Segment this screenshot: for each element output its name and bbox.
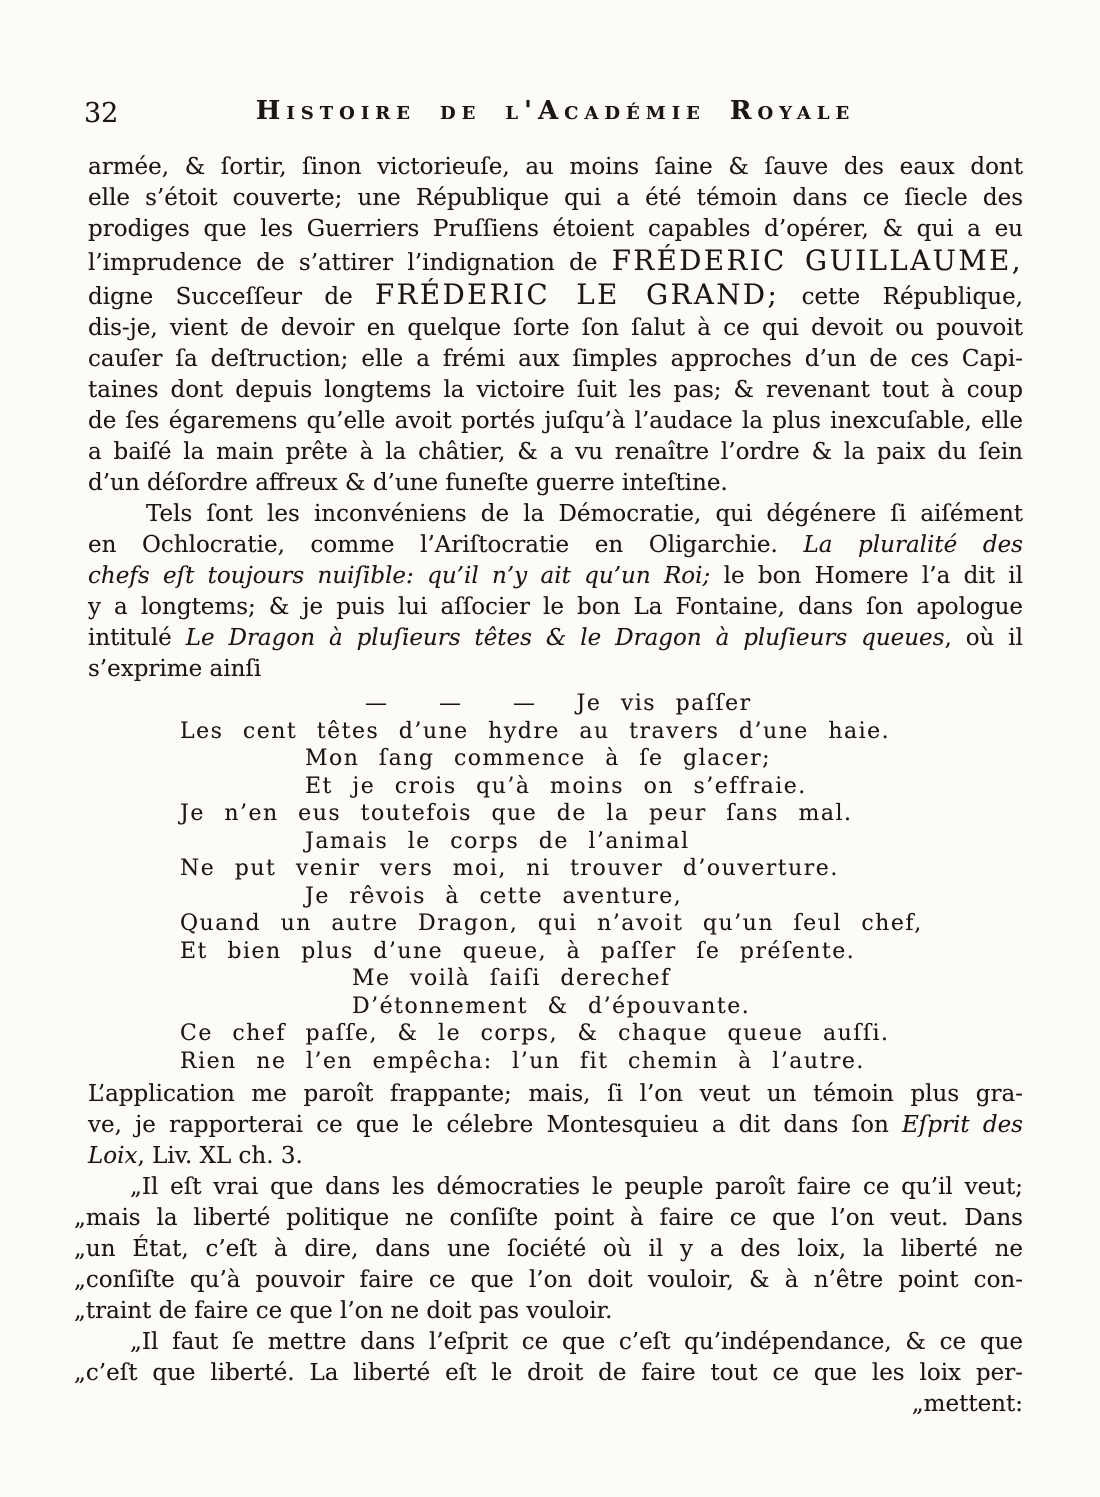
text-line [88, 468, 1023, 499]
text-segment: „Il eſt vrai que dans les démocraties le peuple paroît faire ce qu’il veut; [130, 1174, 1023, 1200]
text-segment: Rien ne l’en empêcha: l’un fit chemin à l’autre. [180, 1048, 865, 1074]
text-segment: armée, & ſortir, ſinon victorieuſe, au moins ſaine & ſauve des eaux dont [88, 154, 1023, 180]
text-line [88, 152, 1023, 183]
text-line [88, 313, 1023, 344]
text-line [88, 375, 1023, 406]
text-segment: l’imprudence de s’attirer l’indignation de [88, 250, 612, 276]
text-line [180, 910, 1023, 938]
text-line [88, 1327, 1023, 1358]
text-line [88, 406, 1023, 437]
text-line [88, 214, 1023, 245]
text-segment: Et je crois qu’à moins on s’effraie. [305, 773, 807, 799]
text-segment: de ſes égaremens qu’elle avoit portés juſqu’à l’audace la plus inexcuſable, elle [88, 408, 1023, 434]
italic-text: chefs eſt toujours nuiſible: qu’il n’y ait qu’un Roi; [88, 563, 711, 589]
text-line [88, 592, 1023, 623]
text-segment: en Ochlocratie, comme l’Ariſtocratie en Oligarchie. [88, 532, 804, 558]
text-segment: le bon Homere l’a dit il [710, 563, 1023, 589]
text-segment: „traint de faire ce que l’on ne doit pas vouloir. [74, 1298, 613, 1324]
text-segment: cauſer ſa deſtruction; elle a frémi aux ſimples approches d’un de ces Capi- [88, 346, 1023, 372]
text-segment: Tels ſont les inconvéniens de la Démocratie, qui dégénere ſi aiſément [146, 501, 1023, 527]
text-segment: taines dont depuis longtems la victoire ſuit les pas; & revenant tout à coup [88, 377, 1023, 403]
text-column [74, 94, 1023, 1420]
text-segment: ve, je rapporterai ce que le célebre Montesquieu a dit dans ſon [88, 1112, 903, 1138]
text-line [88, 245, 1023, 279]
text-line [74, 1234, 1023, 1265]
text-line [180, 1048, 1023, 1076]
text-line [180, 828, 1023, 856]
text-segment: , où il [944, 625, 1023, 651]
text-line [88, 344, 1023, 375]
text-segment: „un État, c’eſt à dire, dans une ſociété où il y a des loix, la liberté ne [74, 1236, 1023, 1262]
text-segment: elle s’étoit couverte; une République qui a été témoin dans ce ſiecle des [88, 185, 1023, 211]
text-segment: d’un déſordre affreux & d’une funeſte guerre inteſtine. [88, 470, 728, 496]
democracy-paragraph [88, 499, 1023, 685]
italic-text: Le Dragon à pluſieurs têtes & le Dragon à pluſieurs queues [185, 625, 945, 651]
text-segment: cette République, [779, 284, 1023, 310]
text-line [74, 1296, 1023, 1327]
text-segment: D’étonnement & d’épouvante. [352, 993, 751, 1019]
montesquieu-quote-paragraph-1 [74, 1172, 1023, 1327]
text-line [88, 279, 1023, 313]
text-segment: Me voilà ſaiſi derechef [352, 966, 671, 991]
text-segment: „c’eſt que liberté. La liberté eſt le droit de faire tout ce que les loix per- [74, 1360, 1023, 1386]
name-in-capitals: FRÉDERIC LE GRAND; [375, 278, 780, 311]
text-line [88, 1110, 1023, 1141]
text-line [180, 993, 1023, 1021]
opening-paragraph [88, 152, 1023, 499]
running-title: Histoire de l'Académie Royale [255, 96, 856, 126]
text-line [180, 938, 1023, 966]
text-segment: L’application me paroît frappante; mais, ſi l’on veut un témoin plus gra- [88, 1081, 1023, 1107]
page-number: 32 [84, 98, 119, 129]
text-segment: digne Succeſſeur de [88, 284, 376, 310]
text-segment: „Il faut ſe mettre dans l’eſprit ce que c’eſt qu’indépendance, & ce que [130, 1329, 1023, 1355]
text-line [180, 1020, 1023, 1048]
text-segment: Quand un autre Dragon, qui n’avoit qu’un ſeul chef, [180, 911, 923, 936]
name-in-capitals: FRÉDERIC GUILLAUME, [611, 244, 1023, 277]
dash-ornament: — — — [365, 691, 537, 716]
text-segment: „conſiſte qu’à pouvoir faire ce que l’on doit vouloir, & à n’être point con- [74, 1267, 1023, 1293]
text-line [88, 437, 1023, 468]
text-line [74, 1203, 1023, 1234]
text-segment: dis-je, vient de devoir en quelque ſorte ſon ſalut à ce qui devoit ou pouvoit [88, 315, 1023, 341]
text-segment: Les cent têtes d’une hydre au travers d’une haie. [180, 718, 891, 744]
text-line [88, 1172, 1023, 1203]
text-segment: a baiſé la main prête à la châtier, & a vu renaître l’ordre & la paix du ſein [88, 439, 1023, 465]
montesquieu-quote-paragraph-2 [74, 1327, 1023, 1389]
text-segment: y a longtems; & je puis lui aſſocier le bon La Fontaine, dans ſon apologue [88, 594, 1023, 620]
text-line [88, 183, 1023, 214]
catchword: „mettent: [911, 1391, 1023, 1417]
italic-text: La pluralité des [803, 532, 1023, 558]
text-line [180, 883, 1023, 911]
text-line [88, 1079, 1023, 1110]
text-line [88, 654, 1023, 685]
italic-text: Eſprit des [902, 1112, 1023, 1138]
text-segment: Ce chef paſſe, & le corps, & chaque queue auſſi. [180, 1021, 890, 1046]
text-line [88, 1141, 1023, 1172]
text-line [74, 1358, 1023, 1389]
text-segment: Je rêvois à cette aventure, [305, 883, 683, 909]
text-line [88, 623, 1023, 654]
text-line [180, 855, 1023, 883]
text-segment: Et bien plus d’une queue, à paſſer ſe préſente. [180, 938, 856, 964]
text-line [74, 1265, 1023, 1296]
text-segment: Jamais le corps de l’animal [305, 828, 690, 854]
text-line [88, 499, 1023, 530]
text-line [180, 718, 1023, 746]
text-line [180, 773, 1023, 801]
text-segment: intitulé [88, 625, 186, 651]
running-header [84, 94, 1023, 136]
text-segment: , Liv. XL ch. 3. [137, 1143, 303, 1169]
text-segment: prodiges que les Guerriers Pruſſiens étoient capables d’opérer, & qui a eu [88, 216, 1023, 242]
la-fontaine-verse [180, 690, 1023, 1075]
text-line [180, 800, 1023, 828]
text-segment: s’exprime ainſi [88, 656, 262, 682]
text-segment: Mon ſang commence à ſe glacer; [305, 746, 772, 771]
text-line [180, 690, 1023, 718]
text-line [180, 745, 1023, 773]
text-line [180, 965, 1023, 993]
text-segment: „mais la liberté politique ne conſiſte point à faire ce que l’on veut. Dans [74, 1205, 1023, 1231]
text-segment: Je n’en eus toutefois que de la peur ſans mal. [180, 801, 853, 826]
text-line [88, 530, 1023, 561]
text-segment: Ne put venir vers moi, ni trouver d’ouverture. [180, 856, 839, 881]
italic-text: Loix [88, 1143, 138, 1169]
montesquieu-intro-paragraph [88, 1079, 1023, 1172]
text-line [88, 561, 1023, 592]
text-segment: Je vis paſſer [576, 691, 752, 716]
